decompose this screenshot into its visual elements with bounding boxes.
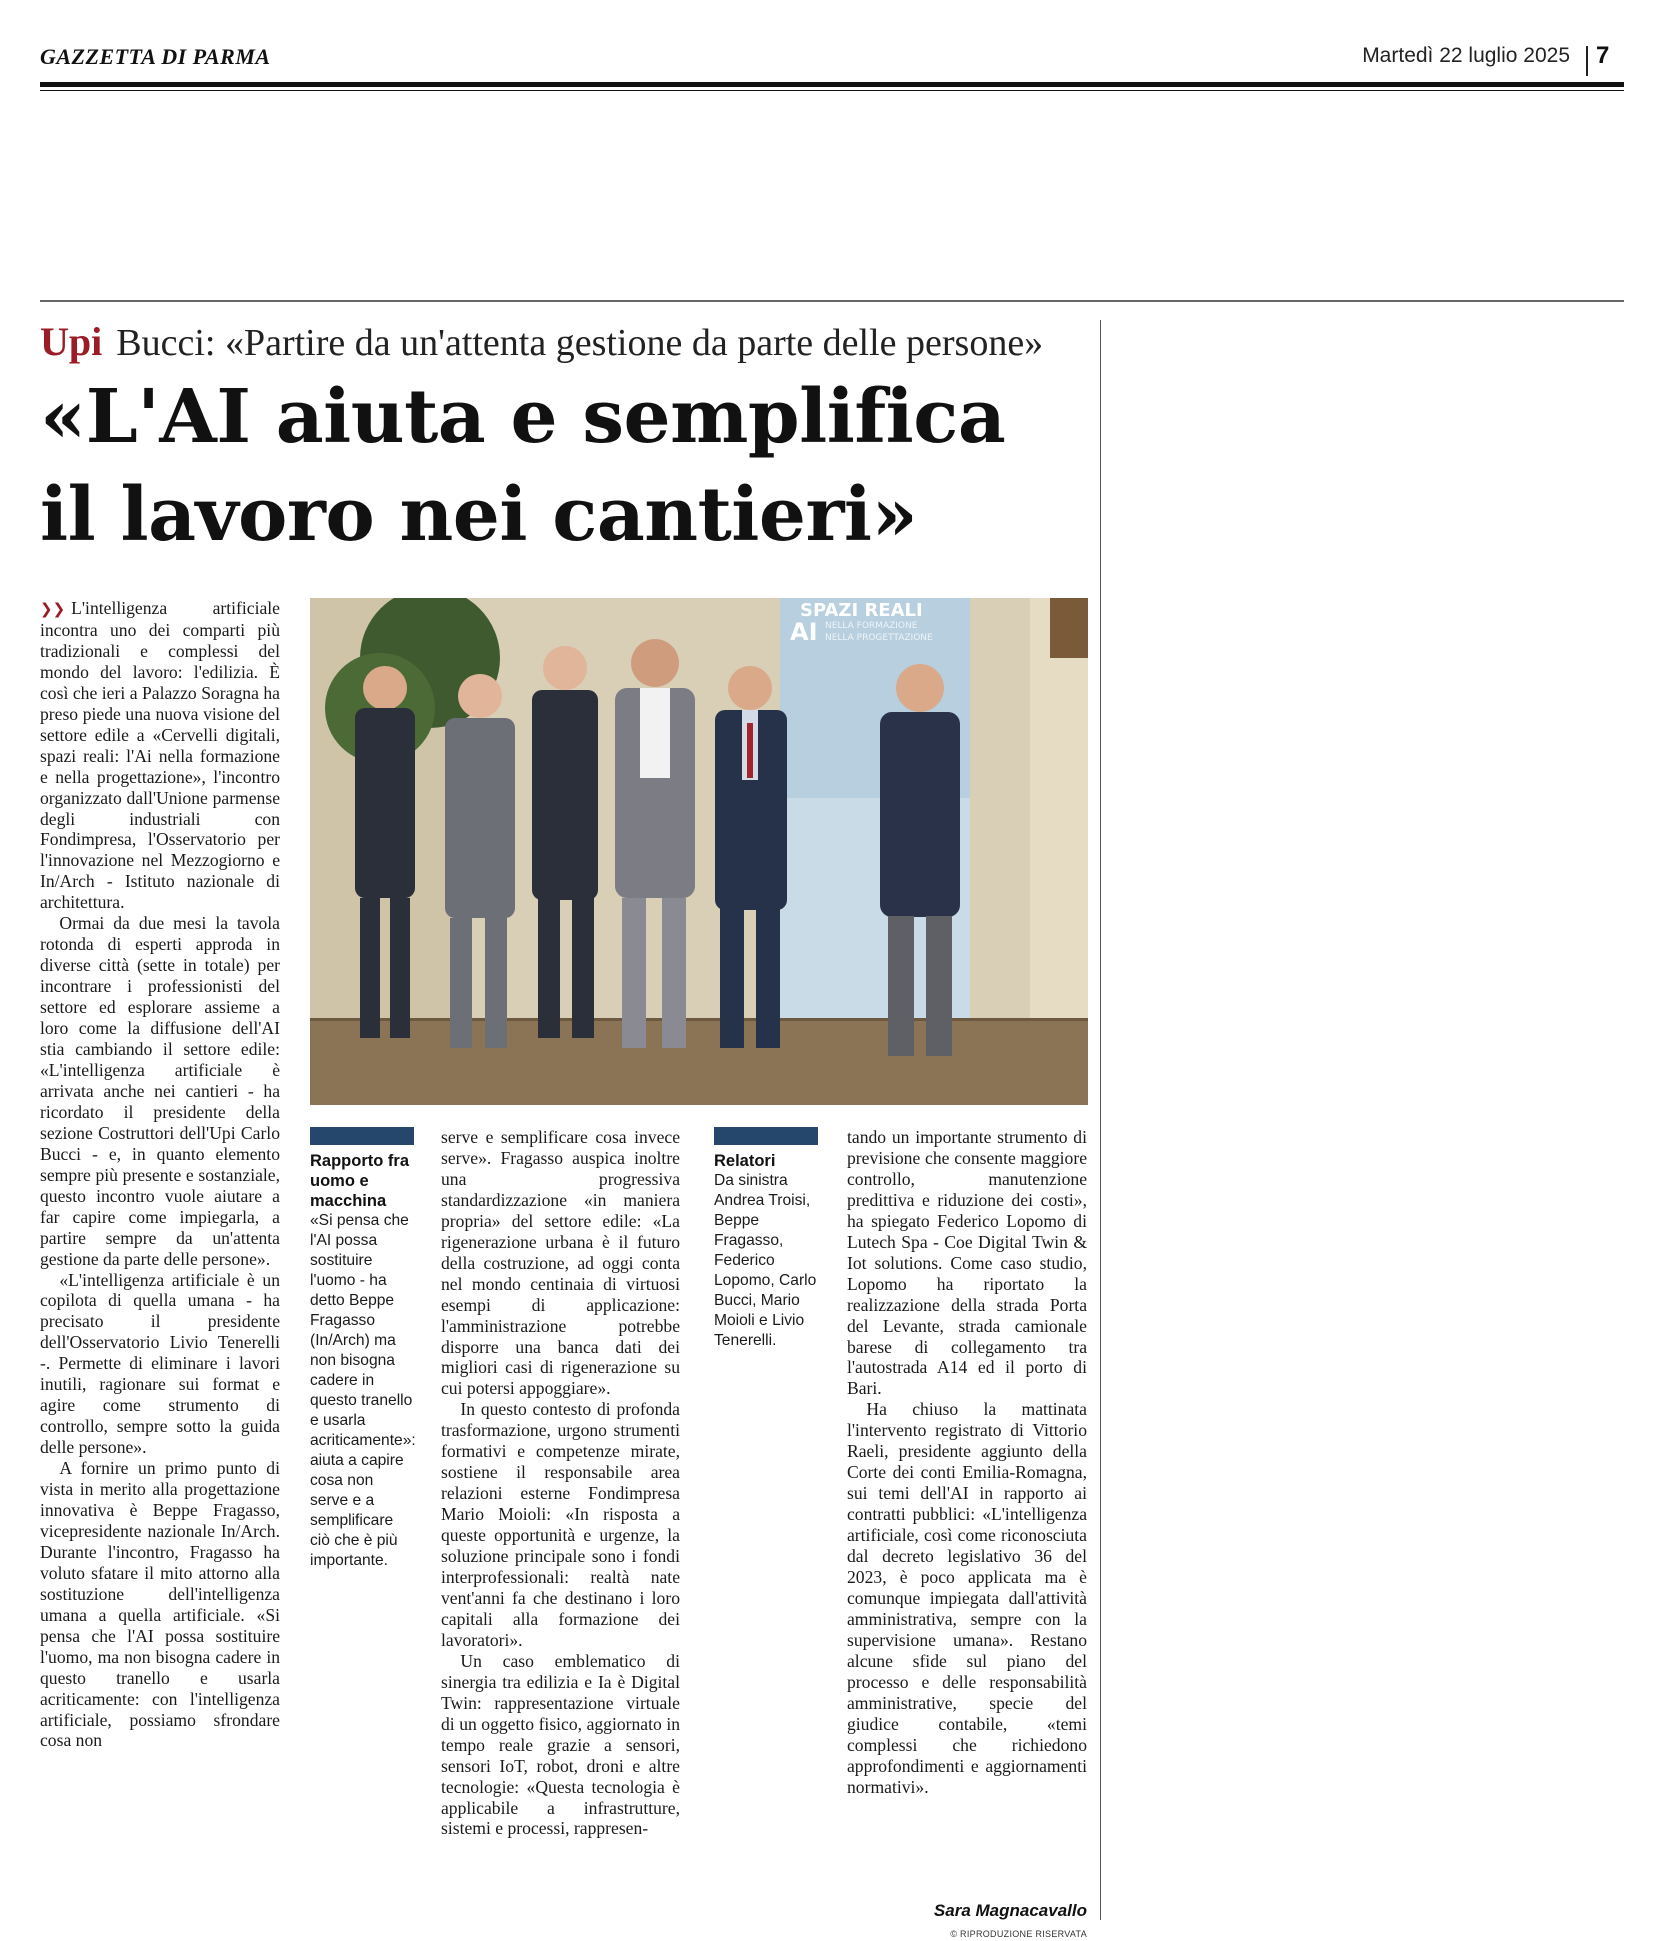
article-column-3 bbox=[847, 1127, 1087, 1798]
banner-sub-1: NELLA FORMAZIONE bbox=[825, 621, 918, 631]
headline-line-1: «L'AI aiuta e semplifica bbox=[40, 374, 1006, 460]
sidebar-quote-title: Rapporto fra uomo e macchina bbox=[310, 1152, 409, 1210]
article-photo bbox=[310, 598, 1088, 1105]
banner-sub-2: NELLA PROGETTAZIONE bbox=[825, 633, 933, 643]
paragraph: Ha chiuso la mattinata l'intervento registrato di Vittorio Raeli, presidente aggiunto della Corte dei conti Emilia-Romagna, sui temi dell'AI in rapporto ai contratti pubblici: «L'intelligenza artificiale, così come riconosciuta dal decreto legislativo 36 del 2023, è poco applicata ma è comunque impiegata dall'attività amministrativa, sempre con la supervisione umana». Restano alcune sfide sul piano del processo e delle responsabilità amministrative, specie del giudice contabile, «temi complessi che richiedono approfondimenti e aggiornamenti normativi». bbox=[847, 1399, 1087, 1797]
sidebar-quote bbox=[310, 1127, 414, 1571]
banner-ai: AI bbox=[790, 618, 818, 646]
quote-mark-icon: ❯❯ bbox=[40, 600, 66, 618]
banner-title: SPAZI REALI bbox=[800, 600, 923, 621]
paragraph: ❯❯ L'intelligenza artificiale incontra uno dei comparti più tradizionali e complessi del mondo del lavoro: l'edilizia. È così che ieri a Palazzo Soragna ha preso piede una nuova visione del settore edile a «Cervelli digitali, spazi reali: l'Ai nella formazione e nella progettazione», l'incontro organizzato dall'Unione parmense degli industriali con Fondimpresa, l'Osservatorio per l'innovazione nel Mezzogiorno e In/Arch - Istituto nazionale di architettura. bbox=[40, 598, 280, 913]
article-column-2 bbox=[441, 1127, 680, 1839]
masthead: GAZZETTA DI PARMA bbox=[40, 44, 271, 69]
header-separator bbox=[1586, 46, 1588, 76]
issue-date: Martedì 22 luglio 2025 bbox=[1362, 44, 1570, 67]
header-rule bbox=[40, 82, 1624, 87]
paragraph: Ormai da due mesi la tavola rotonda di esperti approda in diverse città (sette in totale) per incontrare i professionisti del settore ed esplorare assieme a loro come la diffusione dell'AI stia cambiando il settore edile: «L'intelligenza artificiale è arrivata anche nei cantieri - ha ricordato il presidente della sezione Costruttori dell'Upi Carlo Bucci - e, in quanto elemento sempre più presente e sostanziale, questo incontro vuole aiutare a far capire come impiegarla, a partire sempre da un'attenta gestione da parte delle persone». bbox=[40, 913, 280, 1269]
caption-accent-bar bbox=[714, 1127, 818, 1145]
header-rule-thin bbox=[40, 90, 1624, 91]
section-rule bbox=[40, 300, 1624, 302]
paragraph: «L'intelligenza artificiale è un copilota di quella umana - ha precisato il presidente dell'Osservatorio Livio Tenerelli -. Permette di eliminare i lavori inutili, ragionare sui format e agire come strumento di controllo, sempre sotto la guida delle persone». bbox=[40, 1269, 280, 1458]
paragraph: tando un importante strumento di previsione che consente maggiore controllo, manutenzione predittiva e riduzione dei costi», ha spiegato Federico Lopomo di Lutech Spa - Coe Digital Twin & Iot solutions. Come caso studio, Lopomo ha riportato la realizzazione della strada Porta del Levante, strada camionale barese di collegamento tra l'autostrada A14 ed il porto di Bari. bbox=[847, 1127, 1087, 1399]
headline bbox=[40, 368, 1090, 564]
paragraph: In questo contesto di profonda trasformazione, urgono strumenti formativi e competenze mirate, sostiene il responsabile area relazioni esterne Fondimpresa Mario Moioli: «In risposta a queste opportunità e urgenze, la soluzione principale sono i fondi interprofessionali: realtà nate vent'anni fa che destinano i loro capitali alla formazione dei lavoratori». bbox=[441, 1399, 680, 1650]
copyright-notice: © RIPRODUZIONE RISERVATA bbox=[950, 1929, 1087, 1939]
page-number: 7 bbox=[1596, 42, 1610, 69]
article-column-1 bbox=[40, 598, 280, 1751]
sidebar-accent-bar bbox=[310, 1127, 414, 1145]
column-rule bbox=[1100, 320, 1101, 1920]
photo-illustration bbox=[310, 598, 1088, 1105]
headline-line-2: il lavoro nei cantieri» bbox=[40, 472, 918, 558]
byline: Sara Magnacavallo bbox=[933, 1901, 1087, 1920]
sidebar-quote-text: «Si pensa che l'AI possa sostituire l'uomo - ha detto Beppe Fragasso (In/Arch) ma non bisogna cadere in questo tranello e usarla acriticamente»: aiuta a capire cosa non serve e a semplificare ciò che è più importante. bbox=[310, 1212, 416, 1569]
paragraph: Un caso emblematico di sinergia tra edilizia e Ia è Digital Twin: rappresentazione virtuale di un oggetto fisico, aggiornato in tempo reale grazie a sensori, sensori IoT, robot, droni e altre tecnologie: «Questa tecnologia è applicabile a infrastrutture, sistemi e processi, rappresen- bbox=[441, 1650, 680, 1839]
kicker bbox=[40, 318, 1043, 365]
paragraph: A fornire un primo punto di vista in merito alla progettazione innovativa è Beppe Fragasso, vicepresidente nazionale In/Arch. Durante l'incontro, Fragasso ha voluto sfatare il mito attorno alla sostituzione dell'intelligenza umana a quella artificiale. «Si pensa che l'AI possa sostituire l'uomo, ma non bisogna cadere in questo tranello e usarla acriticamente: con l'intelligenza artificiale, possiamo sfrondare cosa non bbox=[40, 1458, 280, 1751]
section-tag: Upi bbox=[40, 319, 103, 364]
paragraph: serve e semplificare cosa invece serve». Fragasso auspica inoltre una progressiva standardizzazione «in maniera propria» del settore edile: «La rigenerazione urbana è il futuro della costruzione, ad oggi conta nel mondo centinaia di virtuosi esempi di applicazione: l'amministrazione potrebbe disporre una banca dati dei migliori casi di rigenerazione su cui potersi appoggiare». bbox=[441, 1127, 680, 1399]
kicker-text: Bucci: «Partire da un'attenta gestione da parte delle persone» bbox=[116, 322, 1044, 364]
caption-title: Relatori bbox=[714, 1152, 776, 1170]
caption-text: Da sinistra Andrea Troisi, Beppe Fragasso, Federico Lopomo, Carlo Bucci, Mario Moioli e Livio Tenerelli. bbox=[714, 1172, 817, 1349]
photo-caption bbox=[714, 1127, 818, 1351]
